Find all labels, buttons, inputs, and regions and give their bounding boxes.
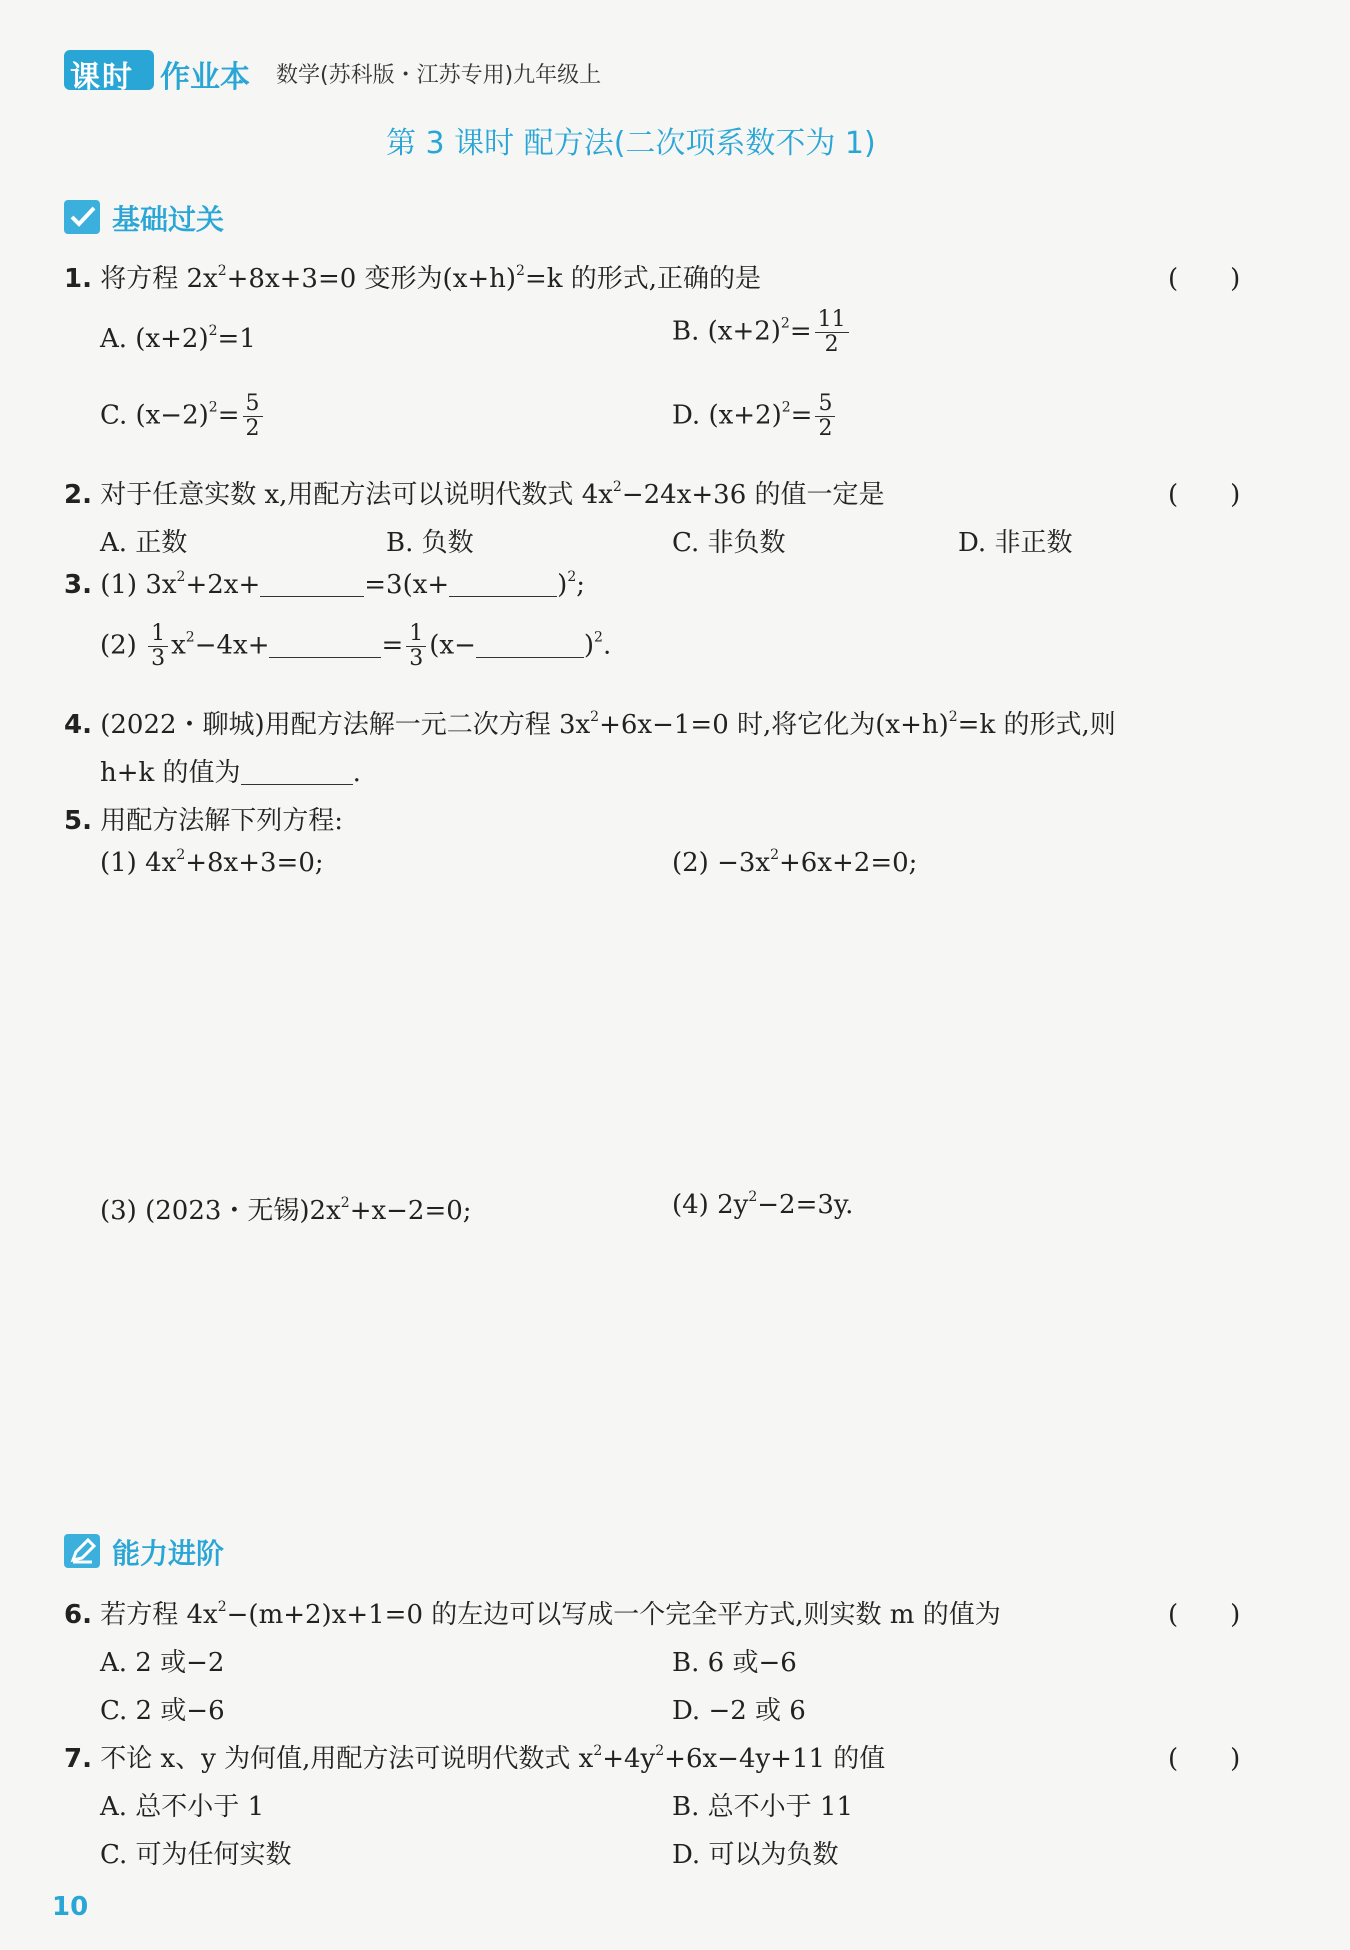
option-c: C. 非负数 — [672, 528, 786, 558]
option-b: B. 负数 — [386, 528, 474, 558]
page-number: 10 — [52, 1892, 89, 1922]
fraction: $\frac{5}{2}$ — [243, 392, 263, 441]
option-d: D. 可以为负数 — [672, 1840, 839, 1870]
section-basic-title: 基础过关 — [112, 203, 225, 236]
option-a: A. $(x+2)^2=1$ — [100, 323, 256, 354]
question-4-line-1: 4. (2022・聊城)用配方法解一元二次方程 $3x^2+6x-1=0$ 时,将它化为$(x+h)^2=k$ 的形式,则 — [64, 709, 1116, 740]
question-6-stem: 6. 若方程 $4x^2-(m+2)x+1=0$ 的左边可以写成一个完全平方式,则实数 m 的值为 — [64, 1599, 1001, 1630]
section-advanced-title: 能力进阶 — [112, 1537, 225, 1570]
option-c: C. $(x-2)^2=$ $\frac{5}{2}$ — [100, 392, 266, 441]
option-a: A. 正数 — [100, 528, 188, 558]
fraction: $\frac{1}{3}$ — [406, 622, 426, 671]
option-d: D. −2 或 6 — [672, 1696, 806, 1726]
subject-label: 数学(苏科版・江苏专用)九年级上 — [276, 63, 602, 88]
option-d: D. $(x+2)^2=$ $\frac{5}{2}$ — [672, 392, 838, 441]
series-name: 作业本 — [160, 60, 250, 95]
question-3-part-1: 3. (1) $3x^2+2x+ =3(x+ )^2$; — [64, 569, 586, 600]
question-5-part-4: (4) $2y^2-2=3y$. — [672, 1189, 854, 1220]
question-2-stem: 2. 对于任意实数 x,用配方法可以说明代数式 $4x^2-24x+36$ 的值一定是 — [64, 479, 885, 510]
logo — [64, 50, 154, 95]
answer-paren: ( ) — [1168, 1600, 1241, 1630]
fill-blank[interactable] — [449, 572, 557, 597]
answer-paren: ( ) — [1168, 480, 1241, 510]
fill-blank[interactable] — [476, 633, 584, 658]
question-3-part-2: (2) $\frac{1}{3}$ $x^2-4x+$ = $\frac{1}{3}$ $(x- )^2$. — [100, 621, 612, 671]
option-a: A. 总不小于 1 — [100, 1792, 265, 1822]
lesson-title: 第 3 课时 配方法(二次项系数不为 1) — [386, 126, 876, 161]
fraction: $\frac{11}{2}$ — [815, 308, 849, 357]
question-number: 1. — [64, 264, 92, 294]
option-c: C. 可为任何实数 — [100, 1840, 292, 1870]
option-d: D. 非正数 — [958, 528, 1073, 558]
option-c: C. 2 或−6 — [100, 1696, 225, 1726]
question-5-part-2: $(2) -3x^2+6x+2=0$; — [672, 847, 918, 878]
fill-blank[interactable] — [269, 633, 381, 658]
answer-paren: ( ) — [1168, 264, 1241, 294]
option-a: A. 2 或−2 — [100, 1648, 225, 1678]
pencil-icon — [64, 1534, 100, 1568]
question-7-stem: 7. 不论 x、y 为何值,用配方法可说明代数式 $x^2+4y^2+6x-4y+11$ 的值 — [64, 1743, 886, 1774]
fill-blank[interactable] — [241, 760, 353, 785]
question-5-part-3: (3) (2023・无锡)$2x^2+x-2=0$; — [100, 1195, 472, 1226]
question-5-part-1: (1) $4x^2+8x+3=0$; — [100, 847, 324, 878]
question-4-line-2: h+k 的值为 . — [100, 758, 361, 788]
answer-paren: ( ) — [1168, 1744, 1241, 1774]
option-b: B. 总不小于 11 — [672, 1792, 853, 1822]
question-1-stem: 1. 将方程 $2x^2+8x+3=0$ 变形为$(x+h)^2=k$ 的形式,正确的是 — [64, 263, 762, 294]
fraction: $\frac{1}{3}$ — [148, 622, 168, 671]
logo-text: 课时 — [70, 60, 134, 95]
option-b: B. $(x+2)^2=$ $\frac{11}{2}$ — [672, 308, 852, 357]
question-5-stem: 5. 用配方法解下列方程: — [64, 806, 343, 836]
fraction: $\frac{5}{2}$ — [815, 392, 835, 441]
checkbox-icon — [64, 200, 100, 234]
option-b: B. 6 或−6 — [672, 1648, 797, 1678]
fill-blank[interactable] — [260, 572, 364, 597]
